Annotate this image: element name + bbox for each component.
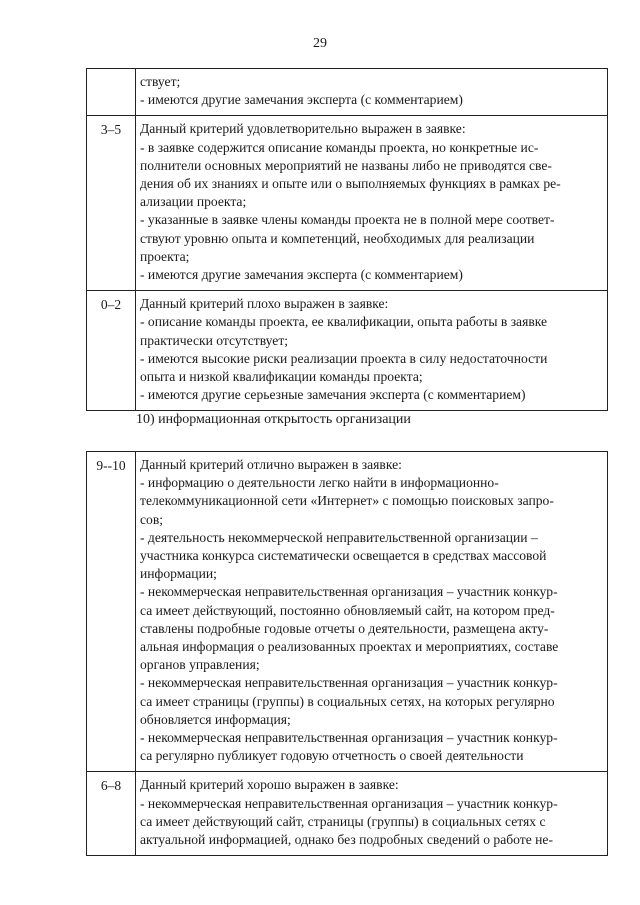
- criteria-description-cell: [136, 452, 608, 772]
- text-line: ствует;: [140, 74, 181, 89]
- text-line: актуальной информацией, однако без подробных сведений о работе не-: [140, 832, 553, 848]
- criteria-row: [87, 772, 608, 856]
- score-cell: [87, 69, 136, 116]
- score-cell: 9--10: [87, 452, 136, 772]
- text-line: са имеет действующий сайт, страницы (группы) в социальных сетях с: [140, 813, 546, 829]
- criteria-table-openness: [86, 451, 608, 856]
- text-line: - некоммерческая неправительственная организация – участник конкур-: [140, 795, 558, 811]
- criteria-description-cell: [136, 69, 608, 116]
- score-cell: 6–8: [87, 772, 136, 856]
- text-line: дения об их знаниях и опыте или о выполняемых функциях в рамках ре-: [140, 176, 561, 192]
- text-line: Данный критерий хорошо выражен в заявке:: [140, 777, 399, 793]
- text-line: са имеет действующий, постоянно обновляемый сайт, на котором пред-: [140, 602, 555, 618]
- score-cell: 3–5: [87, 116, 136, 291]
- text-line: - некоммерческая неправительственная организация – участник конкур-: [140, 675, 558, 691]
- text-line: - информацию о деятельности легко найти в информационно-: [140, 475, 499, 491]
- text-line: - имеются высокие риски реализации проекта в силу недостаточности: [140, 350, 548, 366]
- text-line: са имеет страницы (группы) в социальных сетях, на которых регулярно: [140, 693, 555, 709]
- text-line: альная информация о реализованных проектах и мероприятиях, составе: [140, 639, 559, 655]
- text-line: опыта и низкой квалификации команды проекта;: [140, 369, 423, 385]
- text-line: проекта;: [140, 248, 190, 264]
- text-line: - имеются другие замечания эксперта (с комментарием): [140, 92, 463, 108]
- text-line: телекоммуникационной сети «Интернет» с помощью поисковых запро-: [140, 493, 554, 509]
- text-line: полнители основных мероприятий не названы либо не приводятся све-: [140, 157, 552, 173]
- page-number: 29: [313, 36, 327, 51]
- criteria-row: [87, 69, 608, 116]
- criteria-table-team: [86, 68, 608, 411]
- section-heading: 10) информационная открытость организации: [136, 412, 411, 427]
- score-cell: 0–2: [87, 291, 136, 411]
- text-line: - в заявке содержится описание команды проекта, но конкретные ис-: [140, 139, 539, 155]
- text-line: практически отсутствует;: [140, 332, 289, 348]
- text-line: информации;: [140, 566, 217, 582]
- text-line: органов управления;: [140, 657, 260, 673]
- text-line: - имеются другие замечания эксперта (с комментарием): [140, 267, 463, 283]
- text-line: - деятельность некоммерческой неправительственной организации –: [140, 529, 538, 545]
- text-line: Данный критерий отлично выражен в заявке:: [140, 457, 402, 472]
- text-line: ствуют уровню опыта и компетенций, необходимых для реализации: [140, 230, 535, 246]
- text-line: сов;: [140, 511, 164, 527]
- criteria-row: [87, 452, 608, 772]
- text-line: Данный критерий удовлетворительно выражен в заявке:: [140, 121, 466, 137]
- text-line: - описание команды проекта, ее квалификации, опыта работы в заявке: [140, 314, 548, 330]
- text-line: са регулярно публикует годовую отчетность о своей деятельности: [140, 748, 524, 764]
- criteria-description-cell: [136, 116, 608, 291]
- text-line: участника конкурса систематически освещается в средствах массовой: [140, 548, 547, 564]
- text-line: - некоммерческая неправительственная организация – участник конкур-: [140, 730, 558, 746]
- criteria-row: [87, 291, 608, 411]
- text-line: - имеются другие серьезные замечания эксперта (с комментарием): [140, 387, 526, 403]
- text-line: ставлены подробные годовые отчеты о деятельности, размещена акту-: [140, 620, 549, 636]
- criteria-row: [87, 116, 608, 291]
- criteria-description-cell: [136, 772, 608, 856]
- text-line: ализации проекта;: [140, 194, 247, 210]
- criteria-description-cell: [136, 291, 608, 411]
- text-line: обновляется информация;: [140, 711, 291, 727]
- text-line: - указанные в заявке члены команды проекта не в полной мере соответ-: [140, 212, 555, 228]
- text-line: - некоммерческая неправительственная организация – участник конкур-: [140, 584, 558, 600]
- text-line: Данный критерий плохо выражен в заявке:: [140, 296, 389, 312]
